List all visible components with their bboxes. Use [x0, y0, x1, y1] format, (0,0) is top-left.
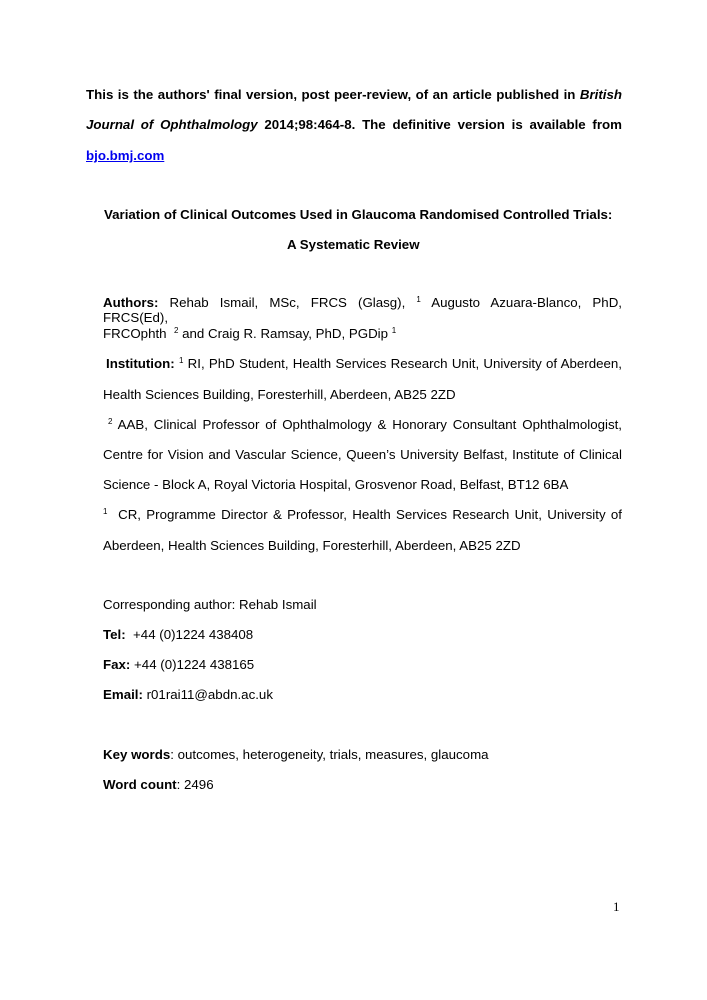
fax: Fax: +44 (0)1224 438165: [103, 657, 255, 672]
institution-line-2: Health Sciences Building, Foresterhill, Aberdeen, AB25 2ZD: [103, 387, 456, 402]
keywords: Key words: outcomes, heterogeneity, trials, measures, glaucoma: [103, 747, 489, 762]
institution-line-5: Science - Block A, Royal Victoria Hospital, Grosvenor Road, Belfast, BT12 6BA: [103, 477, 569, 492]
paper-title-line-1: Variation of Clinical Outcomes Used in Glaucoma Randomised Controlled Trials:: [104, 207, 613, 222]
word-count: Word count: 2496: [103, 777, 214, 792]
journal-name: British: [579, 87, 622, 102]
notice-line-2: Journal of Ophthalmology 2014;98:464-8. The definitive version is available from: [86, 117, 622, 132]
institution-line-3: $^2$ AAB, Clinical Professor of Ophthalmology & Honorary Consultant Ophthalmologist,: [108, 417, 622, 432]
paper-title-line-2: A Systematic Review: [287, 237, 420, 252]
corresponding-author: Corresponding author: Rehab Ismail: [103, 597, 317, 612]
journal-name-cont: Journal of Ophthalmology: [86, 117, 258, 132]
page-number: 1: [613, 899, 620, 914]
institution-label: Institution:: [106, 356, 175, 371]
institution-line-7: Aberdeen, Health Sciences Building, Foresterhill, Aberdeen, AB25 2ZD: [103, 538, 521, 553]
institution-line-4: Centre for Vision and Vascular Science, Queen’s University Belfast, Institute of Clinical: [103, 447, 622, 462]
authors-line-1: Authors: Rehab Ismail, MSc, FRCS (Glasg), $^1$ Augusto Azuara-Blanco, PhD, FRCS(Ed),: [103, 295, 622, 325]
authors-label: Authors:: [103, 295, 159, 310]
email: Email: r01rai11@abdn.ac.uk: [103, 687, 273, 702]
institution-line-1: Institution: $^1$ RI, PhD Student, Health Services Research Unit, University of Aberdeen,: [106, 356, 622, 371]
journal-link[interactable]: bjo.bmj.com: [86, 148, 165, 163]
telephone: Tel: +44 (0)1224 438408: [103, 627, 254, 642]
notice-line-3: [86, 148, 164, 163]
notice-line-1: This is the authors' final version, post peer-review, of an article published in British: [86, 87, 622, 102]
authors-line-2: FRCOphth $^2$ and Craig R. Ramsay, PhD, PGDip $^1$: [103, 326, 397, 341]
institution-line-6: $^1$ CR, Programme Director & Professor, Health Services Research Unit, University of: [103, 507, 622, 522]
